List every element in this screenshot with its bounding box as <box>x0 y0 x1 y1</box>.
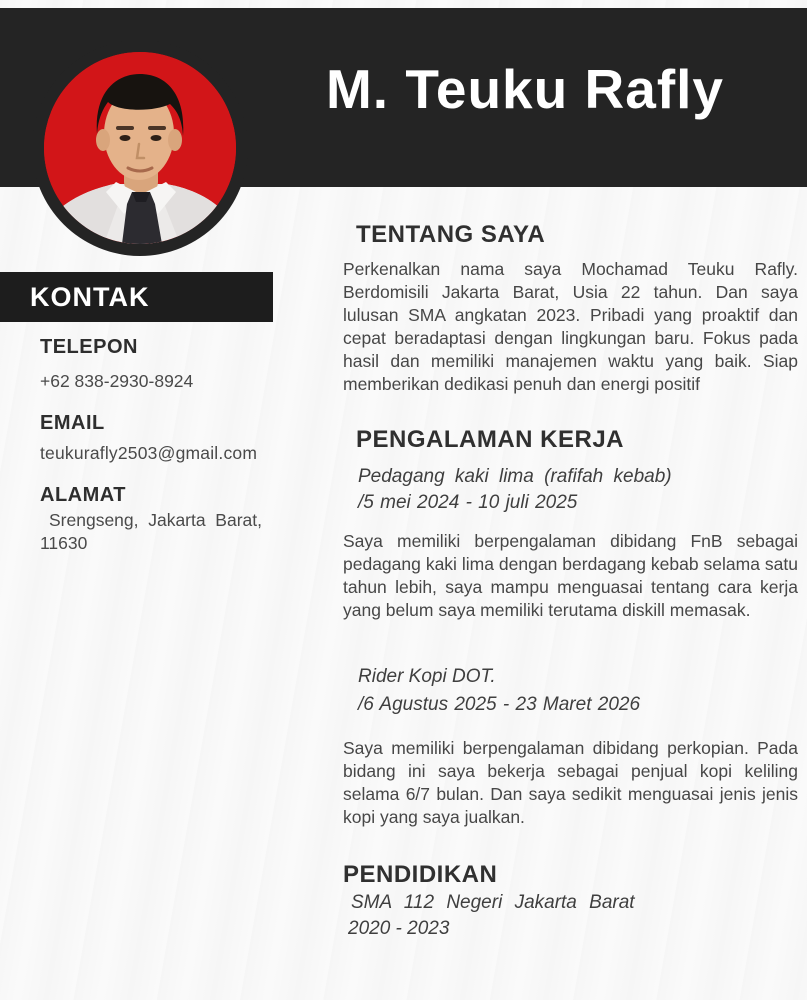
address-value: Srengseng, Jakarta Barat, 11630 <box>40 510 262 553</box>
name-title: M. Teuku Rafly <box>325 58 725 120</box>
address-label: ALAMAT <box>40 484 126 506</box>
phone-value: +62 838-2930-8924 <box>40 371 194 391</box>
job-description: Saya memiliki berpengalaman dibidang perkopian. Pada bidang ini saya bekerja sebagai penjual kopi keliling selama 6/7 bulan. Dan saya sedikit menguasai jenis jenis kopi yang saya jualkan. <box>343 738 798 827</box>
main-column <box>343 0 798 1000</box>
job-period: /5 mei 2024 - 10 juli 2025 <box>358 492 578 513</box>
about-section-title: TENTANG SAYA <box>356 221 546 248</box>
email-label: EMAIL <box>40 412 105 434</box>
about-body: Perkenalkan nama saya Mochamad Teuku Rafly. Berdomisili Jakarta Barat, Usia 22 tahun. Dan saya lulusan SMA angkatan 2023. Pribadi yang proaktif dan cepat beradaptasi dengan lingkungan baru. Fokus pada hasil dan memiliki manajemen waktu yang baik. Siap memberikan dedikasi penuh dan energi positif <box>343 259 798 394</box>
job-description: Saya memiliki berpengalaman dibidang FnB sebagai pedagang kaki lima dengan berdagang kebab selama satu tahun lebih, saya mampu menguasai tentang cara kerja yang belum saya memiliki terutama diskill memasak. <box>343 531 798 620</box>
experience-section-title: PENGALAMAN KERJA <box>356 426 625 453</box>
job-period: /6 Agustus 2025 - 23 Maret 2026 <box>358 694 641 715</box>
education-school: SMA 112 Negeri Jakarta Barat <box>351 892 635 913</box>
job-title: Pedagang kaki lima (rafifah kebab) <box>358 466 672 487</box>
contact-section-header <box>0 272 273 322</box>
email-value: teukurafly2503@gmail.com <box>40 443 258 463</box>
education-section-title: PENDIDIKAN <box>343 861 498 888</box>
job-title: Rider Kopi DOT. <box>358 666 496 687</box>
phone-label: TELEPON <box>40 336 138 358</box>
education-period: 2020 - 2023 <box>348 918 450 939</box>
profile-photo <box>32 40 248 256</box>
person-portrait <box>44 52 236 244</box>
profile-photo-inner <box>44 52 236 244</box>
contact-section-title: KONTAK <box>30 282 150 312</box>
